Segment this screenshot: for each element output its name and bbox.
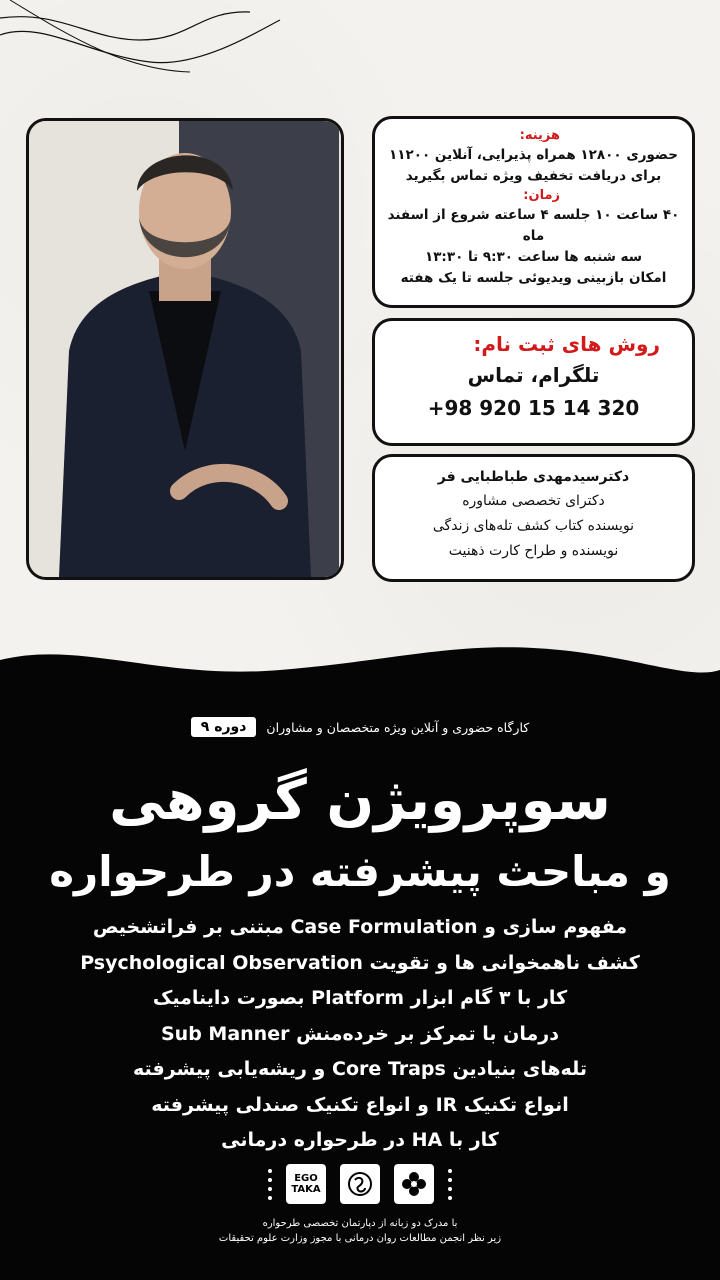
phone-number[interactable]: +98 920 15 14 320 (427, 396, 640, 420)
ego-logo-text: EGO (294, 1173, 318, 1184)
dots-divider (268, 1169, 272, 1200)
register-title: روش های ثبت نام: (473, 332, 660, 356)
doctor-line-3: نویسنده و طراح کارت ذهنیت (448, 543, 619, 559)
footer-line-1: با مدرک دو زبانه از دپارتمان تخصصی طرحواره (262, 1218, 458, 1229)
cost-label: هزینه: (519, 128, 560, 143)
decorative-swirl (0, 0, 720, 120)
dots-divider (448, 1169, 452, 1200)
title-line-2: و مباحث پیشرفته در طرحواره (49, 847, 671, 896)
course-badge: دوره ۹ (191, 717, 257, 737)
register-methods: تلگرام، تماس (467, 363, 600, 387)
time-line-2: سه شنبه ها ساعت ۹:۳۰ تا ۱۳:۳۰ (424, 249, 643, 265)
topic-item: انواع تکنیک IR و انواع تکنیک صندلی پیشرفته (151, 1093, 569, 1116)
spiral-logo-icon (340, 1164, 380, 1204)
headline-row (0, 717, 720, 737)
cost-line-1: حضوری ۱۲۸۰۰ همراه پذیرایی، آنلاین ۱۱۲۰۰ (389, 147, 678, 163)
price-card (372, 116, 695, 308)
flower-logo-icon (394, 1164, 434, 1204)
doctor-photo (26, 118, 344, 580)
time-line-3: امکان بازبینی ویدیوئی جلسه تا یک هفته (400, 270, 667, 286)
topic-item: تله‌های بنیادین Core Traps و ریشه‌یابی پیشرفته (133, 1058, 587, 1080)
portrait-illustration (29, 121, 341, 577)
cost-line-2: برای دریافت تخفیف ویژه تماس بگیرید (405, 168, 662, 184)
time-label: زمان: (523, 188, 560, 203)
topics-list (0, 910, 720, 1159)
topic-item: مفهوم سازی و Case Formulation مبتنی بر فراتشخیص (92, 916, 628, 938)
doctor-name: دکترسیدمهدی طباطبایی فر (437, 469, 630, 485)
topic-item: درمان با تمرکز بر خرده‌منش Sub Manner (161, 1022, 559, 1045)
taka-logo-text: TAKA (291, 1184, 321, 1195)
topic-item: کشف ناهمخوانی ها و تقویت Psychological Observation (80, 951, 640, 974)
register-card (372, 318, 695, 446)
logos-row (0, 1164, 720, 1204)
footer (0, 1216, 720, 1246)
title-line-1: سوپرویژن گروهی (109, 768, 611, 833)
doctor-card (372, 454, 695, 582)
workshop-subtitle: کارگاه حضوری و آنلاین ویژه متخصصان و مشاوران (266, 719, 530, 735)
footer-line-2: زیر نظر انجمن مطالعات روان درمانی با مجوز وزارت علوم تحقیقات (218, 1233, 502, 1244)
ego-taka-logo (286, 1164, 326, 1204)
topic-item: کار با ۳ گام ابزار Platform بصورت داینامیک (152, 987, 568, 1009)
doctor-line-1: دکترای تخصصی مشاوره (462, 493, 605, 509)
topic-item: کار با HA در طرحواره درمانی (221, 1129, 499, 1151)
time-line-1: ۴۰ ساعت ۱۰ جلسه ۴ ساعته شروع از اسفند ماه (387, 207, 680, 244)
doctor-line-2: نویسنده کتاب کشف تله‌های زندگی (432, 518, 635, 534)
